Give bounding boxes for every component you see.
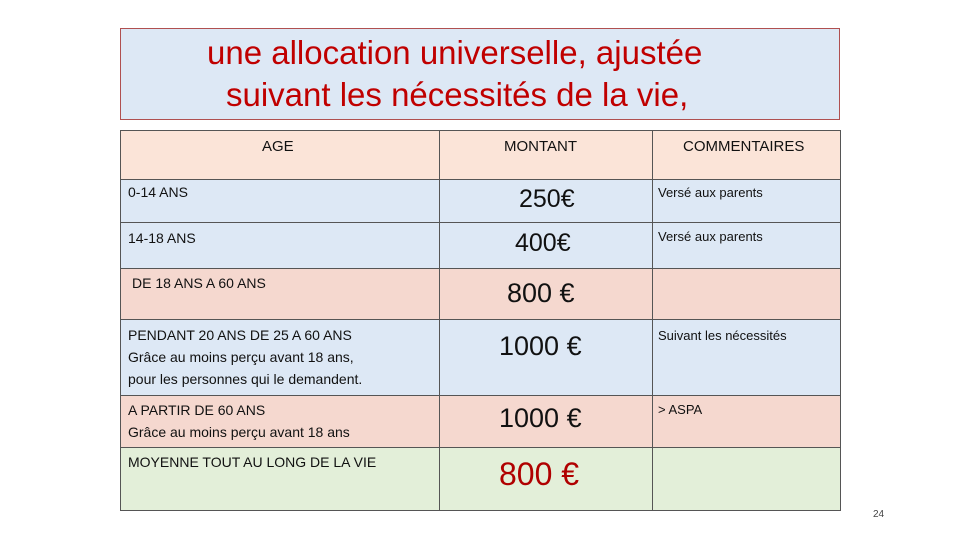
comment-cell <box>652 269 840 319</box>
age-cell <box>121 223 439 268</box>
amount-cell <box>439 223 652 268</box>
amount-value: 800 € <box>507 278 575 308</box>
amount-cell <box>439 396 652 447</box>
age-cell <box>121 269 439 319</box>
age-cell <box>121 396 439 447</box>
header-age: AGE <box>262 138 294 155</box>
age-label-line-2: Grâce au moins perçu avant 18 ans <box>128 424 350 440</box>
comment-cell <box>652 180 840 222</box>
amount-cell <box>439 448 652 510</box>
header-comments: COMMENTAIRES <box>683 138 805 155</box>
age-label-line-1: PENDANT 20 ANS DE 25 A 60 ANS <box>128 327 352 343</box>
comment-cell <box>652 223 840 268</box>
age-label: DE 18 ANS A 60 ANS <box>132 275 266 291</box>
amount-cell <box>439 320 652 395</box>
amount-value: 1000 € <box>499 331 582 361</box>
age-label-line-3: pour les personnes qui le demandent. <box>128 371 363 387</box>
amount-value: 400€ <box>515 229 571 257</box>
age-cell <box>121 448 439 510</box>
amount-value: 1000 € <box>499 403 582 433</box>
header-cell-comments <box>652 131 840 179</box>
title-line-2: suivant les nécessités de la vie, <box>226 76 689 113</box>
comment-cell <box>652 448 840 510</box>
comment-cell <box>652 320 840 395</box>
age-cell <box>121 180 439 222</box>
comment-cell <box>652 396 840 447</box>
title-line-1: une allocation universelle, ajustée <box>207 34 703 71</box>
header-cell-amount <box>439 131 652 179</box>
comment-text: Suivant les nécessités <box>658 328 787 343</box>
comment-text: Versé aux parents <box>658 229 763 244</box>
table-row <box>121 448 840 510</box>
table-row <box>121 396 840 448</box>
table-row <box>121 320 840 396</box>
header-amount: MONTANT <box>504 138 578 155</box>
table-row <box>121 223 840 269</box>
amount-value: 800 € <box>499 456 580 492</box>
amount-cell <box>439 180 652 222</box>
comment-text: Versé aux parents <box>658 185 763 200</box>
table-row <box>121 180 840 223</box>
age-label: 0-14 ANS <box>128 184 188 200</box>
age-label: MOYENNE TOUT AU LONG DE LA VIE <box>128 454 377 470</box>
header-cell-age <box>121 131 439 179</box>
age-label-line-1: A PARTIR DE 60 ANS <box>128 402 266 418</box>
comment-text: > ASPA <box>658 402 703 417</box>
title-box <box>120 28 840 120</box>
table-row <box>121 269 840 320</box>
amount-cell <box>439 269 652 319</box>
age-cell <box>121 320 439 395</box>
age-label: 14-18 ANS <box>128 230 196 246</box>
page-number: 24 <box>873 509 885 520</box>
table-header-row <box>121 131 840 180</box>
age-label-line-2: Grâce au moins perçu avant 18 ans, <box>128 349 354 365</box>
allocation-table <box>120 130 841 511</box>
amount-value: 250€ <box>519 185 575 213</box>
